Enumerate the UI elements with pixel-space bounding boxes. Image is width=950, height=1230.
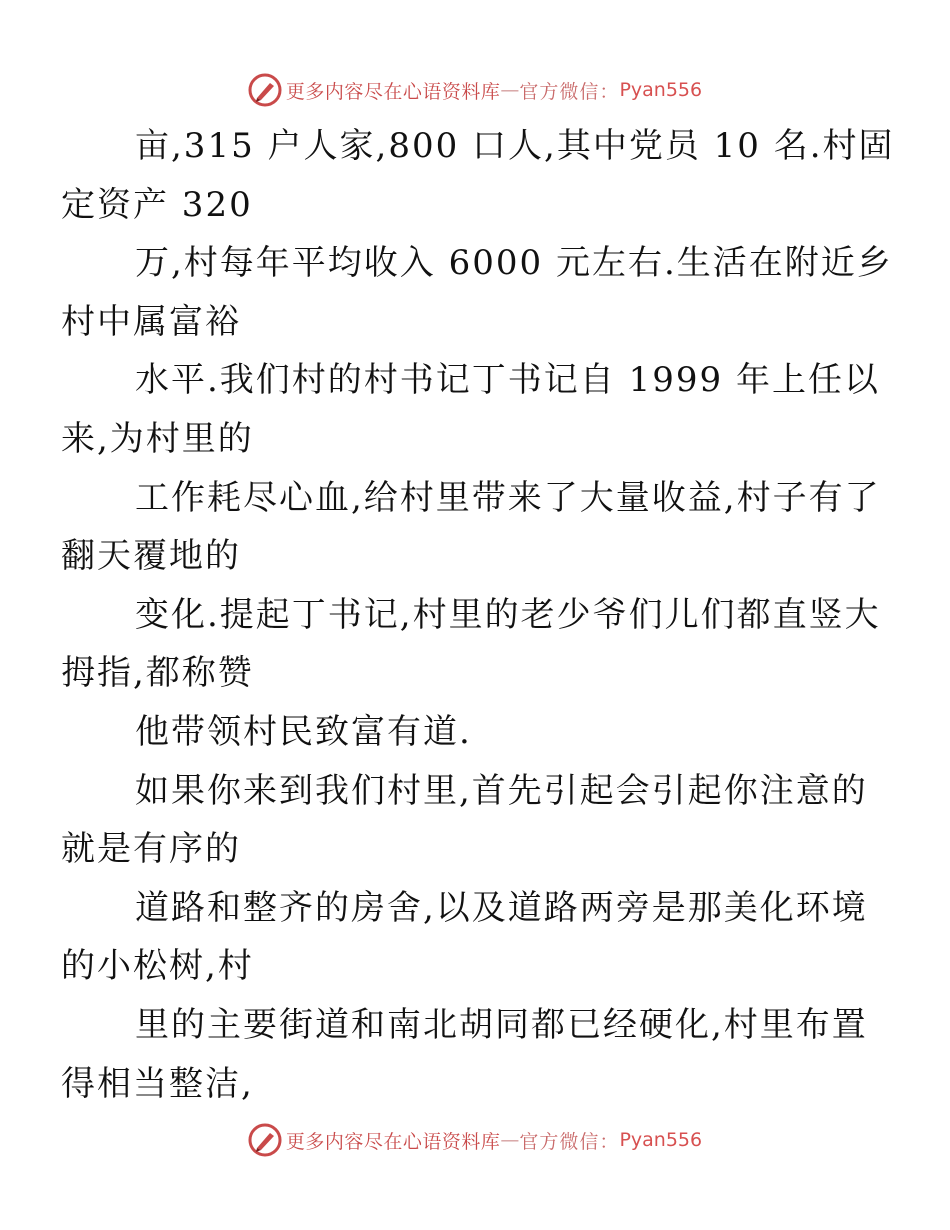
paragraph-line: 道路和整齐的房舍,以及道路两旁是那美化环境 bbox=[135, 887, 868, 928]
paragraph-line: 得相当整洁, bbox=[61, 1063, 254, 1104]
paragraph-line: 工作耗尽心血,给村里带来了大量收益,村子有了 bbox=[135, 477, 881, 518]
paragraph-line: 拇指,都称赞 bbox=[61, 653, 254, 694]
paragraph-line: 定资产 320 bbox=[61, 184, 253, 225]
pen-circle-logo-icon bbox=[248, 1123, 282, 1157]
paragraph bbox=[98, 703, 858, 762]
paragraph-line: 就是有序的 bbox=[61, 829, 241, 870]
paragraph bbox=[61, 469, 881, 586]
paragraph-line: 翻天覆地的 bbox=[61, 536, 241, 577]
paragraph-line: 变化.提起丁书记,村里的老少爷们儿们都直竖大 bbox=[135, 594, 881, 635]
paragraph bbox=[61, 351, 880, 468]
paragraph bbox=[61, 879, 868, 996]
paragraph-line: 如果你来到我们村里,首先引起会引起你注意的 bbox=[135, 770, 868, 811]
paragraph-line: 来,为村里的 bbox=[61, 418, 254, 459]
paragraph-line: 的小松树,村 bbox=[61, 946, 254, 987]
footer-text: 更多内容尽在心语资料库 bbox=[285, 1130, 501, 1153]
header-wechat-id: Pyan556 bbox=[619, 79, 703, 101]
paragraph bbox=[61, 586, 881, 703]
paragraph-line: 他带领村民致富有道. bbox=[135, 711, 472, 752]
header-separator: — bbox=[500, 79, 520, 101]
paragraph bbox=[61, 996, 868, 1113]
paragraph-line: 亩,315 户人家,800 口人,其中党员 10 名.村固 bbox=[135, 126, 895, 166]
paragraph-line: 万,村每年平均收入 6000 元左右.生活在附近乡 bbox=[135, 243, 893, 284]
footer-banner bbox=[0, 1120, 950, 1160]
header-wechat-label: 官方微信： bbox=[519, 80, 620, 103]
header-text: 更多内容尽在心语资料库 bbox=[285, 80, 501, 103]
footer-separator: — bbox=[500, 1129, 520, 1151]
pen-circle-logo-icon bbox=[248, 73, 282, 107]
document-body bbox=[61, 117, 895, 1113]
header-banner bbox=[0, 70, 950, 110]
paragraph bbox=[61, 234, 893, 351]
paragraph bbox=[61, 117, 895, 234]
paragraph-line: 水平.我们村的村书记丁书记自 1999 年上任以 bbox=[135, 360, 880, 401]
footer-wechat-id: Pyan556 bbox=[619, 1129, 703, 1151]
paragraph-line: 村中属富裕 bbox=[61, 301, 241, 342]
footer-wechat-label: 官方微信： bbox=[519, 1130, 620, 1153]
paragraph bbox=[61, 762, 868, 879]
paragraph-line: 里的主要街道和南北胡同都已经硬化,村里布置 bbox=[135, 1004, 868, 1045]
